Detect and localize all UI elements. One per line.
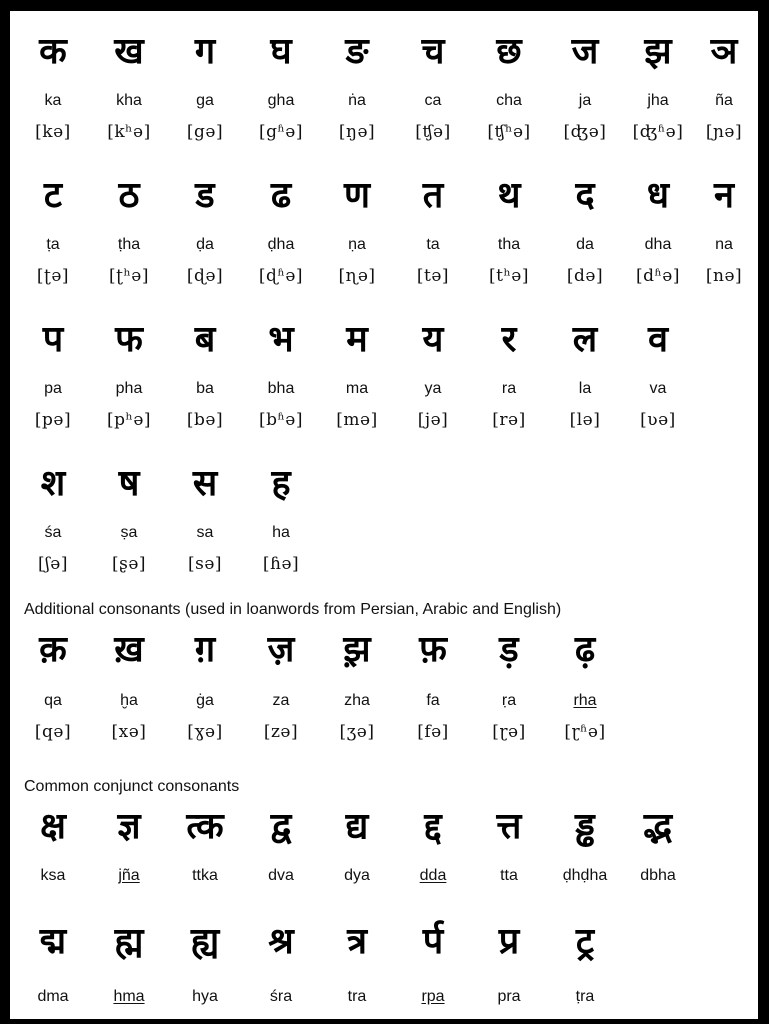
consonant-cell: [547, 175, 623, 287]
consonant-glyph: प: [42, 319, 64, 360]
consonant-cell: [620, 175, 696, 287]
ipa-transcription: [ʤə]: [563, 122, 607, 142]
consonant-cell: [243, 463, 319, 575]
consonant-cell: [243, 31, 319, 143]
conjunct-cell: [547, 806, 623, 886]
consonant-cell: [547, 319, 623, 431]
romanization: ḫa: [120, 692, 138, 709]
conjunct-cell: [471, 806, 547, 886]
consonant-cell: [620, 31, 696, 143]
ipa-transcription: [ʧə]: [415, 122, 451, 142]
romanization: jha: [647, 92, 669, 109]
romanization: dva: [268, 867, 294, 884]
consonant-cell: [167, 463, 243, 575]
consonant-cell: [167, 31, 243, 143]
conjunct-glyph: प्र: [498, 921, 520, 962]
romanization: ṭha: [117, 236, 141, 253]
romanization: dma: [37, 988, 69, 1005]
consonant-cell: [91, 31, 167, 143]
romanization: cha: [496, 92, 522, 109]
romanization: ma: [345, 380, 369, 397]
ipa-transcription: [nə]: [705, 266, 743, 286]
consonant-cell: [395, 31, 471, 143]
consonant-glyph: ङ: [345, 31, 369, 72]
consonant-cell: [167, 175, 243, 287]
consonant-cell: [547, 629, 623, 743]
consonant-glyph: ब: [194, 319, 216, 360]
conjunct-glyph: द्व: [270, 806, 292, 847]
consonant-cell: [471, 319, 547, 431]
consonant-glyph: र: [501, 319, 517, 360]
consonant-glyph: ट: [43, 175, 63, 216]
ipa-transcription: [jə]: [417, 410, 449, 430]
conjunct-consonants-heading: Common conjunct consonants: [24, 778, 240, 795]
consonant-cell: [319, 31, 395, 143]
romanization: hya: [192, 988, 218, 1005]
consonant-cell: [243, 175, 319, 287]
romanization: bha: [267, 380, 295, 397]
ipa-transcription: [ɲə]: [705, 122, 743, 142]
romanization: ḍhḍha: [562, 867, 608, 884]
ipa-transcription: [ɦə]: [262, 554, 300, 574]
romanization: ġa: [196, 692, 214, 709]
consonant-glyph: ज़: [267, 629, 295, 670]
consonant-cell: [620, 319, 696, 431]
ipa-transcription: [gʱə]: [258, 122, 303, 142]
romanization: ksa: [40, 867, 66, 884]
consonant-cell: [319, 629, 395, 743]
consonant-cell: [91, 629, 167, 743]
consonant-cell: [15, 31, 91, 143]
romanization: śa: [44, 524, 62, 541]
conjunct-glyph: ह्म: [114, 921, 144, 962]
consonant-glyph: त: [422, 175, 444, 216]
conjunct-cell: [547, 921, 623, 1007]
consonant-glyph: ल: [572, 319, 598, 360]
romanization: dda: [419, 867, 447, 884]
romanization: ṛa: [501, 692, 517, 709]
consonant-glyph: न: [714, 175, 734, 216]
conjunct-glyph: ट्र: [575, 921, 595, 962]
conjunct-glyph: र्प: [422, 921, 444, 962]
romanization: ṭra: [575, 988, 595, 1005]
consonant-cell: [167, 629, 243, 743]
romanization: ra: [501, 380, 517, 397]
conjunct-cell: [91, 806, 167, 886]
ipa-transcription: [lə]: [569, 410, 601, 430]
conjunct-cell: [167, 806, 243, 886]
consonant-cell: [91, 319, 167, 431]
conjunct-glyph: ह्य: [190, 921, 220, 962]
consonant-glyph: श: [40, 463, 66, 504]
consonant-cell: [471, 629, 547, 743]
romanization: ya: [424, 380, 442, 397]
conjunct-glyph: त्क: [186, 806, 224, 847]
conjunct-glyph: ड्ढ: [575, 806, 595, 847]
ipa-transcription: [zə]: [263, 722, 299, 742]
romanization: ḍa: [196, 236, 214, 253]
ipa-transcription: [xə]: [111, 722, 147, 742]
consonant-cell: [15, 463, 91, 575]
ipa-transcription: [bə]: [186, 410, 224, 430]
conjunct-glyph: क्ष: [40, 806, 66, 847]
romanization: ḍha: [267, 236, 295, 253]
consonant-cell: [243, 629, 319, 743]
consonant-cell: [167, 319, 243, 431]
conjunct-cell: [471, 921, 547, 1007]
romanization: jña: [118, 867, 140, 884]
consonant-glyph: झ़: [343, 629, 371, 670]
conjunct-glyph: त्त: [496, 806, 522, 847]
romanization: ttka: [192, 867, 218, 884]
consonant-cell: [471, 31, 547, 143]
consonant-glyph: ञ: [710, 31, 738, 72]
ipa-transcription: [ɽə]: [492, 722, 526, 742]
romanization: gha: [267, 92, 295, 109]
consonant-glyph: क़: [39, 629, 67, 670]
consonant-glyph: भ: [268, 319, 294, 360]
romanization: pa: [44, 380, 62, 397]
romanization: ca: [424, 92, 442, 109]
devanagari-consonant-chart: [10, 11, 758, 1019]
consonant-glyph: ग़: [194, 629, 216, 670]
consonant-glyph: ध: [646, 175, 670, 216]
romanization: dha: [644, 236, 672, 253]
ipa-transcription: [ʈə]: [36, 266, 70, 286]
consonant-glyph: फ: [115, 319, 143, 360]
consonant-glyph: झ: [644, 31, 672, 72]
romanization: ṭa: [46, 236, 60, 253]
consonant-cell: [395, 175, 471, 287]
ipa-transcription: [qə]: [34, 722, 72, 742]
romanization: rpa: [421, 988, 445, 1005]
romanization: ba: [196, 380, 214, 397]
ipa-transcription: [ʈʰə]: [108, 266, 149, 286]
consonant-cell: [319, 175, 395, 287]
conjunct-cell: [319, 921, 395, 1007]
romanization: pra: [497, 988, 521, 1005]
romanization: ja: [578, 92, 592, 109]
romanization: dbha: [640, 867, 676, 884]
conjunct-cell: [91, 921, 167, 1007]
romanization: hma: [113, 988, 145, 1005]
consonant-glyph: क: [39, 31, 67, 72]
romanization: zha: [344, 692, 370, 709]
consonant-glyph: य: [422, 319, 444, 360]
consonant-glyph: फ़: [419, 629, 447, 670]
ipa-transcription: [kə]: [35, 122, 71, 142]
consonant-cell: [690, 31, 758, 143]
consonant-glyph: म: [346, 319, 368, 360]
romanization: va: [649, 380, 667, 397]
ipa-transcription: [ʋə]: [640, 410, 676, 430]
ipa-transcription: [fə]: [417, 722, 449, 742]
conjunct-cell: [395, 806, 471, 886]
conjunct-cell: [167, 921, 243, 1007]
ipa-transcription: [ɳə]: [338, 266, 376, 286]
consonant-glyph: ष: [118, 463, 140, 504]
romanization: la: [578, 380, 592, 397]
ipa-transcription: [rə]: [492, 410, 526, 430]
ipa-transcription: [ŋə]: [338, 122, 376, 142]
ipa-transcription: [tʰə]: [488, 266, 529, 286]
ipa-transcription: [mə]: [336, 410, 378, 430]
conjunct-cell: [15, 921, 91, 1007]
ipa-transcription: [tə]: [416, 266, 450, 286]
conjunct-cell: [620, 806, 696, 886]
consonant-glyph: ख: [114, 31, 144, 72]
consonant-glyph: ढ़: [574, 629, 596, 670]
romanization: za: [272, 692, 290, 709]
conjunct-cell: [243, 806, 319, 886]
romanization: tra: [347, 988, 367, 1005]
ipa-transcription: [bʱə]: [258, 410, 303, 430]
ipa-transcription: [ʒə]: [339, 722, 375, 742]
ipa-transcription: [ʤʱə]: [632, 122, 684, 142]
romanization: tta: [500, 867, 518, 884]
romanization: ga: [196, 92, 214, 109]
conjunct-cell: [15, 806, 91, 886]
romanization: fa: [426, 692, 440, 709]
conjunct-cell: [319, 806, 395, 886]
conjunct-glyph: द्म: [39, 921, 67, 962]
consonant-glyph: ठ: [118, 175, 140, 216]
consonant-cell: [15, 629, 91, 743]
ipa-transcription: [ɖə]: [186, 266, 224, 286]
conjunct-cell: [395, 921, 471, 1007]
consonant-glyph: छ: [496, 31, 522, 72]
conjunct-glyph: ज्ञ: [117, 806, 141, 847]
consonant-glyph: ण: [343, 175, 371, 216]
ipa-transcription: [sə]: [187, 554, 223, 574]
ipa-transcription: [ʧʰə]: [487, 122, 531, 142]
conjunct-glyph: द्द: [424, 806, 442, 847]
romanization: kha: [116, 92, 142, 109]
ipa-transcription: [ɽʱə]: [564, 722, 606, 742]
romanization: sa: [196, 524, 214, 541]
romanization: pha: [115, 380, 143, 397]
ipa-transcription: [gə]: [186, 122, 224, 142]
conjunct-glyph: द्भ: [643, 806, 673, 847]
romanization: ka: [44, 92, 62, 109]
consonant-glyph: ह: [271, 463, 291, 504]
consonant-cell: [319, 319, 395, 431]
consonant-cell: [91, 175, 167, 287]
conjunct-cell: [243, 921, 319, 1007]
romanization: ha: [272, 524, 290, 541]
ipa-transcription: [ɣə]: [187, 722, 223, 742]
romanization: ṇa: [348, 236, 366, 253]
conjunct-glyph: द्य: [345, 806, 369, 847]
consonant-cell: [395, 319, 471, 431]
romanization: na: [715, 236, 733, 253]
consonant-glyph: ग: [194, 31, 216, 72]
ipa-transcription: [də]: [566, 266, 604, 286]
conjunct-glyph: श्र: [268, 921, 294, 962]
romanization: tha: [497, 236, 521, 253]
consonant-cell: [471, 175, 547, 287]
consonant-glyph: च: [421, 31, 445, 72]
ipa-transcription: [ʃə]: [38, 554, 68, 574]
consonant-glyph: द: [575, 175, 595, 216]
ipa-transcription: [pə]: [34, 410, 72, 430]
consonant-cell: [690, 175, 758, 287]
consonant-glyph: ख़: [114, 629, 144, 670]
romanization: ṣa: [120, 524, 138, 541]
romanization: śra: [269, 988, 293, 1005]
romanization: rha: [573, 692, 597, 709]
romanization: ña: [715, 92, 733, 109]
consonant-cell: [15, 175, 91, 287]
romanization: da: [576, 236, 594, 253]
consonant-cell: [91, 463, 167, 575]
ipa-transcription: [ɖʱə]: [258, 266, 304, 286]
consonant-cell: [15, 319, 91, 431]
ipa-transcription: [pʰə]: [106, 410, 152, 430]
romanization: qa: [44, 692, 62, 709]
consonant-cell: [547, 31, 623, 143]
consonant-glyph: स: [192, 463, 218, 504]
consonant-glyph: व: [647, 319, 669, 360]
consonant-cell: [395, 629, 471, 743]
consonant-glyph: थ: [497, 175, 521, 216]
consonant-cell: [243, 319, 319, 431]
romanization: ta: [426, 236, 440, 253]
conjunct-glyph: त्र: [347, 921, 367, 962]
romanization: dya: [344, 867, 370, 884]
ipa-transcription: [dʱə]: [635, 266, 680, 286]
romanization: ṅa: [348, 92, 366, 109]
ipa-transcription: [ʂə]: [111, 554, 147, 574]
additional-consonants-heading: Additional consonants (used in loanwords from Persian, Arabic and English): [24, 601, 562, 618]
consonant-glyph: घ: [270, 31, 292, 72]
consonant-glyph: ज: [571, 31, 599, 72]
ipa-transcription: [kʰə]: [107, 122, 151, 142]
consonant-glyph: ढ: [270, 175, 292, 216]
consonant-glyph: ड: [195, 175, 215, 216]
consonant-glyph: ड़: [499, 629, 519, 670]
